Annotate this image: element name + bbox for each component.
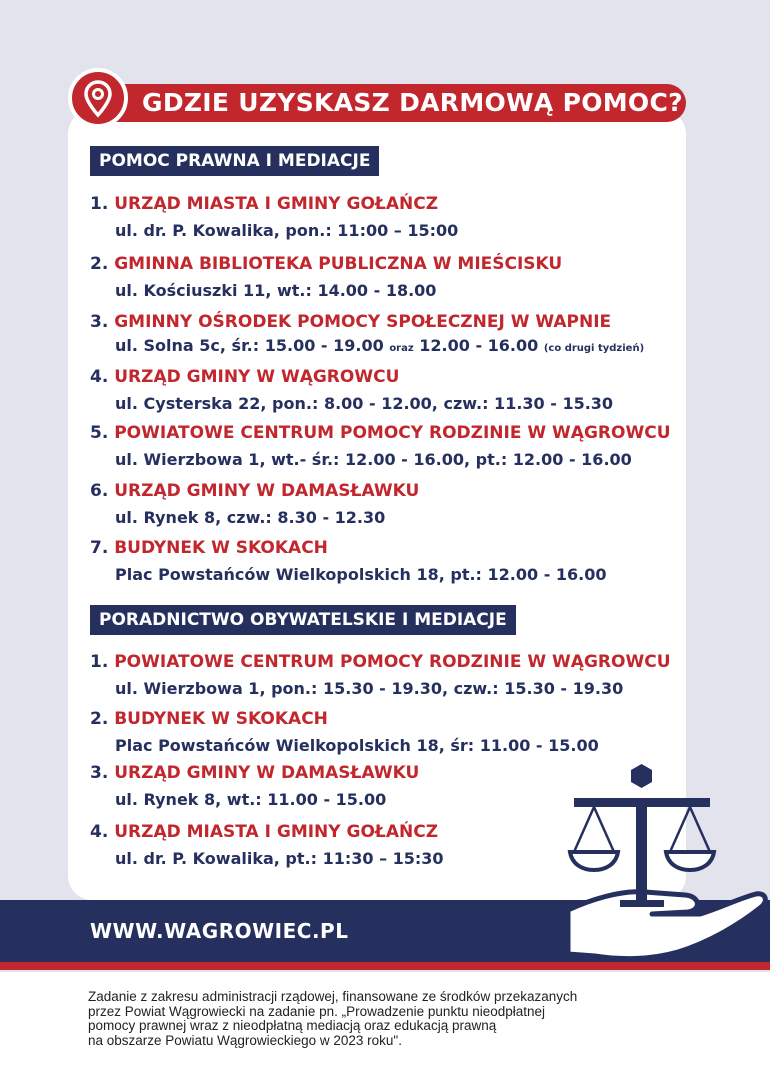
- office-address-hours: Plac Powstańców Wielkopolskich 18, pt.: 12.00 - 16.00: [115, 565, 607, 584]
- office-name: URZĄD GMINY W DAMASŁAWKU: [114, 763, 420, 783]
- item-number: 2.: [90, 254, 109, 274]
- office-name: GMINNY OŚRODEK POMOCY SPOŁECZNEJ W WAPNIE: [114, 312, 612, 332]
- item-number: 4.: [90, 367, 109, 387]
- office-name: POWIATOWE CENTRUM POMOCY RODZINIE W WĄGROWCU: [114, 652, 671, 672]
- disclaimer-line: na obszarze Powiatu Wągrowieckiego w 2023 roku".: [88, 1032, 402, 1048]
- list-item: [90, 821, 444, 870]
- list-item: [90, 762, 419, 811]
- list-item: [90, 311, 644, 360]
- office-address-hours: ul. Rynek 8, wt.: 11.00 - 15.00: [115, 790, 387, 809]
- item-number: 4.: [90, 822, 109, 842]
- office-address-hours: ul. Cysterska 22, pon.: 8.00 - 12.00, czw.: 11.30 - 15.30: [115, 394, 614, 413]
- page-title: GDZIE UZYSKASZ DARMOWĄ POMOC?: [142, 88, 683, 117]
- office-name: POWIATOWE CENTRUM POMOCY RODZINIE W WĄGROWCU: [114, 423, 671, 443]
- address-oraz: oraz: [389, 343, 414, 354]
- scales-of-justice-hand-icon: [560, 760, 770, 972]
- item-number: 3.: [90, 763, 109, 783]
- address-note: (co drugi tydzień): [543, 343, 645, 354]
- website-link[interactable]: WWW.WAGROWIEC.PL: [90, 919, 349, 943]
- disclaimer-line: przez Powiat Wągrowiecki na zadanie pn. „Prowadzenie punktu nieodpłatnej: [88, 1003, 546, 1019]
- list-item: [90, 253, 562, 302]
- address-extra-hours: 12.00 - 16.00: [419, 336, 539, 355]
- list-item: [90, 537, 607, 586]
- funding-disclaimer: [88, 990, 708, 1048]
- office-name: GMINNA BIBLIOTEKA PUBLICZNA W MIEŚCISKU: [114, 254, 563, 274]
- list-item: [90, 651, 671, 700]
- office-address-hours: Plac Powstańców Wielkopolskich 18, śr: 11.00 - 15.00: [115, 736, 599, 755]
- list-item: [90, 480, 419, 529]
- office-address-hours: ul. dr. P. Kowalika, pt.: 11:30 – 15:30: [115, 849, 444, 868]
- disclaimer-line: pomocy prawnej wraz z nieodpłatną mediacją oraz edukacją prawną: [88, 1018, 497, 1033]
- item-number: 3.: [90, 312, 109, 332]
- address-main: ul. Solna 5c, śr.: 15.00 - 19.00: [115, 336, 384, 355]
- list-item: [90, 422, 671, 471]
- office-address-hours: ul. dr. P. Kowalika, pon.: 11:00 – 15:00: [115, 221, 459, 240]
- list-item: [90, 366, 613, 415]
- office-name: BUDYNEK W SKOKACH: [114, 709, 328, 729]
- item-number: 1.: [90, 652, 109, 672]
- item-number: 7.: [90, 538, 109, 558]
- list-item: [90, 193, 458, 242]
- item-number: 1.: [90, 194, 109, 214]
- office-address-hours: ul. Wierzbowa 1, wt.- śr.: 12.00 - 16.00, pt.: 12.00 - 16.00: [115, 450, 632, 469]
- location-pin-icon: [68, 68, 128, 128]
- office-address-hours: ul. Rynek 8, czw.: 8.30 - 12.30: [115, 508, 386, 527]
- disclaimer-line: Zadanie z zakresu administracji rządowej, finansowane ze środków przekazanych: [88, 989, 578, 1004]
- office-name: BUDYNEK W SKOKACH: [114, 538, 328, 558]
- section-label-civic-counseling: PORADNICTWO OBYWATELSKIE I MEDIACJE: [90, 605, 516, 635]
- item-number: 6.: [90, 481, 109, 501]
- item-number: 2.: [90, 709, 109, 729]
- office-name: URZĄD MIASTA I GMINY GOŁAŃCZ: [114, 822, 439, 842]
- section-label-legal-aid: POMOC PRAWNA I MEDIACJE: [90, 146, 379, 176]
- office-name: URZĄD GMINY W DAMASŁAWKU: [114, 481, 420, 501]
- office-address-hours: ul. Wierzbowa 1, pon.: 15.30 - 19.30, czw.: 15.30 - 19.30: [115, 679, 624, 698]
- office-name: URZĄD MIASTA I GMINY GOŁAŃCZ: [114, 194, 439, 214]
- office-address-hours: [90, 335, 644, 360]
- office-address-hours: ul. Kościuszki 11, wt.: 14.00 - 18.00: [115, 281, 437, 300]
- list-item: [90, 708, 599, 757]
- office-name: URZĄD GMINY W WĄGROWCU: [114, 367, 400, 387]
- item-number: 5.: [90, 423, 109, 443]
